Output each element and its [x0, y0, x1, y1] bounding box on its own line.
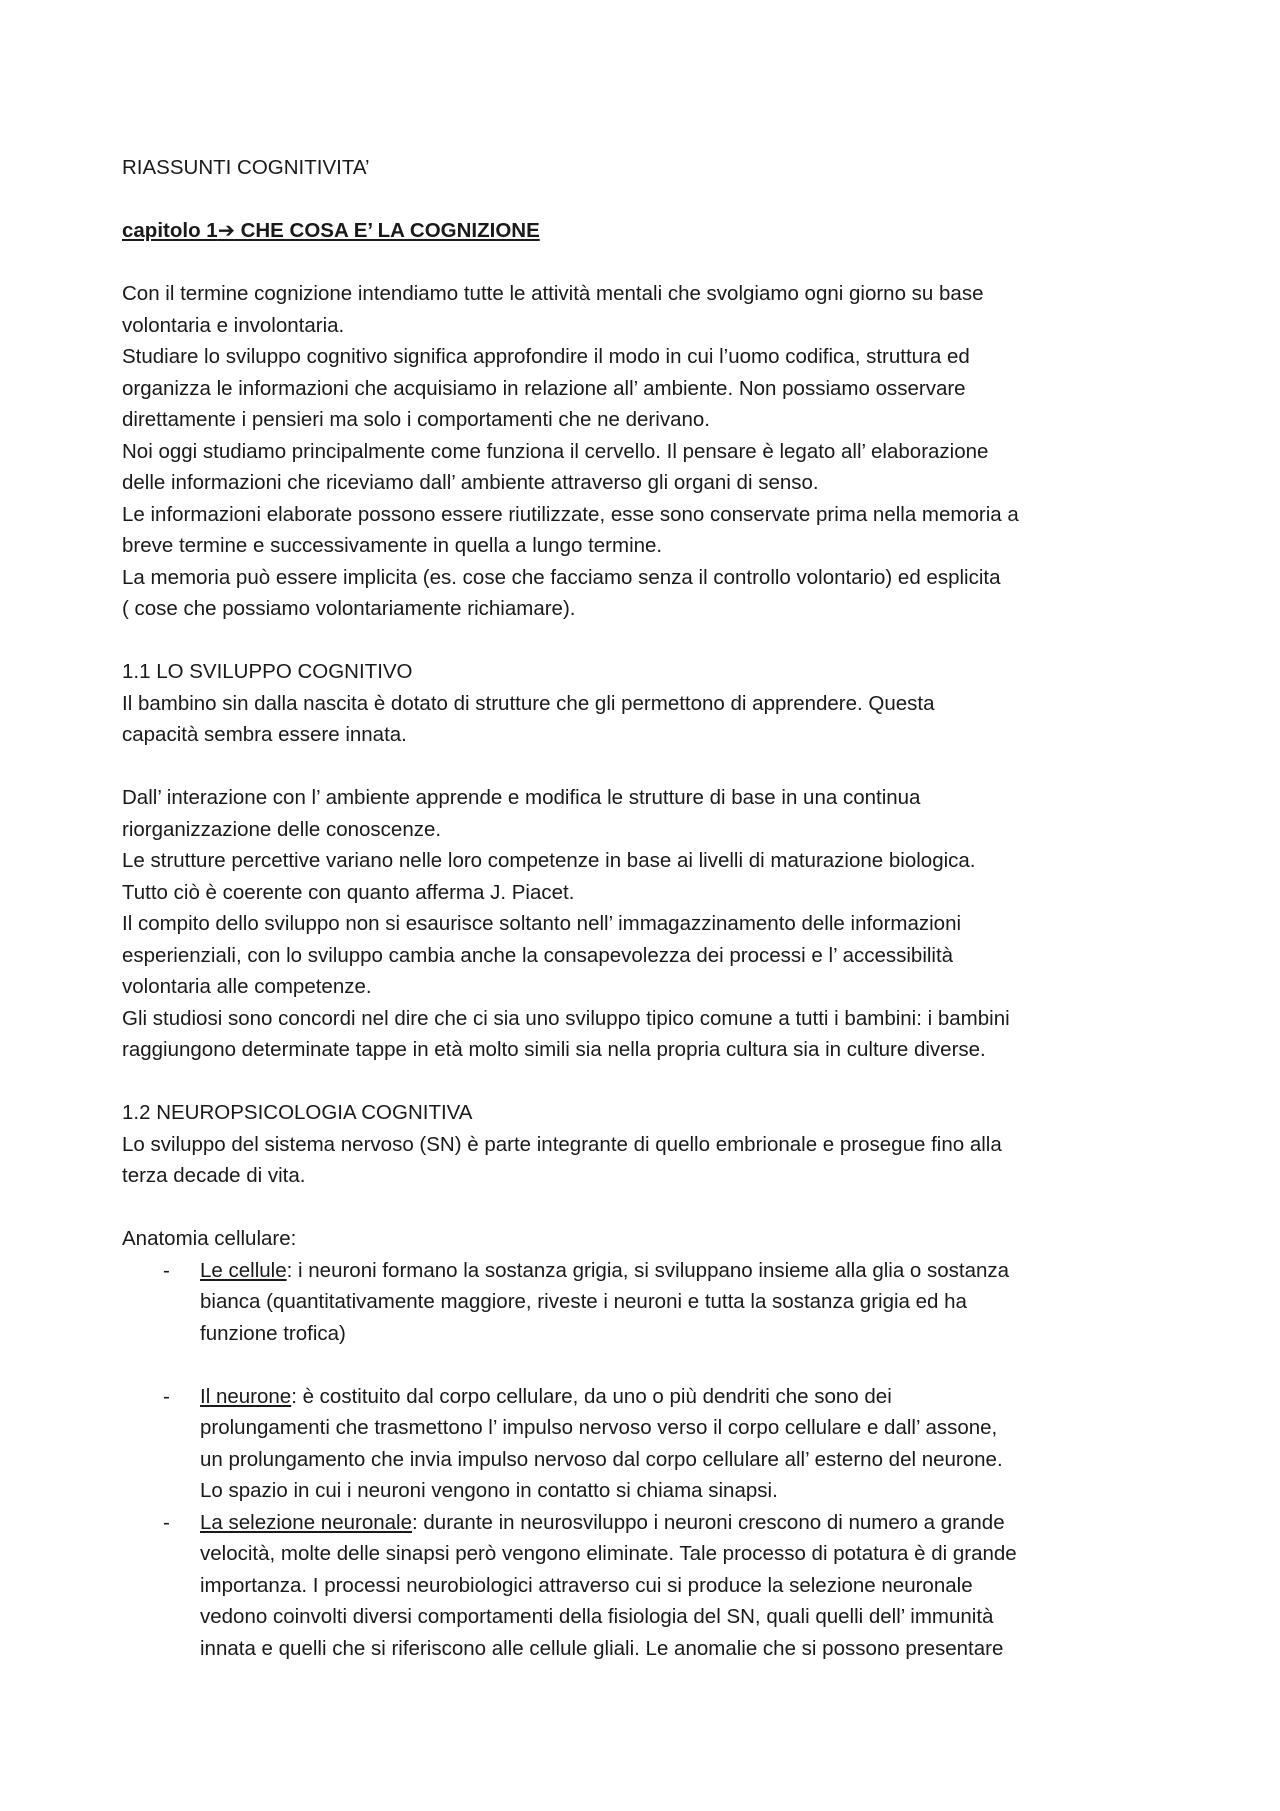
- text-line: La memoria può essere implicita (es. cose che facciamo senza il controllo volontario) ed esplicita: [122, 565, 1001, 589]
- text-line: Tutto ciò è coerente con quanto afferma J. Piacet.: [122, 880, 575, 904]
- spacer: [122, 751, 1172, 783]
- text-line: Il compito dello sviluppo non si esaurisce soltanto nell’ immagazzinamento delle informazioni: [122, 912, 962, 935]
- text-line: Le strutture percettive variano nelle loro competenze in base ai livelli di maturazione biologica.: [122, 849, 976, 872]
- text-line: vedono coinvolti diversi comportamenti della fisiologia del SN, quali quelli dell’ immunità: [200, 1605, 994, 1628]
- section-1-1-paragraph-1: [122, 688, 1172, 751]
- spacer: [122, 1066, 1172, 1098]
- text-line: organizza le informazioni che acquisiamo in relazione all’ ambiente. Non possiamo osservare: [122, 376, 966, 400]
- chapter-label: capitolo 1: [122, 219, 218, 242]
- text-line: [200, 1381, 1172, 1413]
- text-line: [200, 1507, 1172, 1539]
- text-line: prolungamenti che trasmettono l’ impulso nervoso verso il corpo cellulare e dall’ assone,: [200, 1416, 998, 1439]
- bullet-text: : durante in neurosviluppo i neuroni crescono di numero a grande: [412, 1510, 1005, 1534]
- bullet-term: Le cellule: [200, 1258, 287, 1282]
- text-line: velocità, molte delle sinapsi però vengono eliminate. Tale processo di potatura è di grande: [200, 1542, 1017, 1565]
- text-line: Le informazioni elaborate possono essere riutilizzate, esse sono conservate prima nella memoria a: [122, 502, 1019, 526]
- chapter-heading: [122, 215, 1172, 247]
- list-item-cellule: [122, 1255, 1172, 1350]
- text-line: Dall’ interazione con l’ ambiente apprende e modifica le strutture di base in una continua: [122, 786, 921, 809]
- section-1-1-paragraph-2: [122, 782, 1172, 1066]
- text-line: Gli studiosi sono concordi nel dire che ci sia uno sviluppo tipico comune a tutti i bambini: i bambini: [122, 1006, 1010, 1030]
- text-line: raggiungono determinate tappe in età molto simili sia nella propria cultura sia in culture diverse.: [122, 1038, 986, 1061]
- section-heading-1-1: 1.1 LO SVILUPPO COGNITIVO: [122, 660, 413, 683]
- text-line: Lo sviluppo del sistema nervoso (SN) è parte integrante di quello embrionale e prosegue fino alla: [122, 1132, 1002, 1156]
- bullet-dash: -: [163, 1258, 170, 1282]
- text-line: ( cose che possiamo volontariamente richiamare).: [122, 597, 576, 620]
- text-line: un prolungamento che invia impulso nervoso dal corpo cellulare all’ esterno del neurone.: [200, 1447, 1003, 1471]
- document-title: RIASSUNTI COGNITIVITA’: [122, 156, 370, 179]
- text-line: delle informazioni che riceviamo dall’ ambiente attraverso gli organi di senso.: [122, 471, 819, 494]
- spacer: [122, 625, 1172, 657]
- text-line: esperienziali, con lo sviluppo cambia anche la consapevolezza dei processi e l’ accessibilità: [122, 943, 954, 967]
- text-line: terza decade di vita.: [122, 1164, 306, 1187]
- text-line: Studiare lo sviluppo cognitivo significa approfondire il modo in cui l’uomo codifica, struttura ed: [122, 345, 970, 368]
- text-line: Lo spazio in cui i neuroni vengono in contatto si chiama sinapsi.: [200, 1479, 778, 1502]
- bullet-term: La selezione neuronale: [200, 1510, 412, 1534]
- bullet-dash: -: [163, 1510, 170, 1534]
- text-line: riorganizzazione delle conoscenze.: [122, 817, 442, 841]
- text-line: importanza. I processi neurobiologici attraverso cui si produce la selezione neuronale: [200, 1573, 973, 1597]
- bullet-term: Il neurone: [200, 1384, 292, 1408]
- arrow-right-icon: ➔: [217, 218, 235, 242]
- text-line: capacità sembra essere innata.: [122, 723, 407, 746]
- text-line: volontaria alle competenze.: [122, 975, 372, 998]
- document-page: [122, 152, 1172, 1664]
- spacer: [122, 184, 1172, 216]
- bullet-text: : i neuroni formano la sostanza grigia, si sviluppano insieme alla glia o sostanza: [286, 1258, 1010, 1282]
- bullet-text: : è costituito dal corpo cellulare, da uno o più dendriti che sono dei: [291, 1384, 892, 1408]
- text-line: breve termine e successivamente in quella a lungo termine.: [122, 534, 663, 557]
- text-line: Con il termine cognizione intendiamo tutte le attività mentali che svolgiamo ogni giorno su base: [122, 282, 984, 305]
- list-item-selezione-neuronale: [122, 1507, 1172, 1665]
- bullet-dash: -: [163, 1384, 170, 1408]
- text-line: innata e quelli che si riferiscono alle cellule gliali. Le anomalie che si possono presentare: [200, 1636, 1004, 1660]
- chapter-title: CHE COSA E’ LA COGNIZIONE: [234, 219, 540, 242]
- intro-paragraph: [122, 278, 1172, 625]
- spacer: [122, 1192, 1172, 1224]
- text-line: [200, 1255, 1172, 1287]
- text-line: funzione trofica): [200, 1321, 346, 1345]
- list-item-neurone: [122, 1381, 1172, 1507]
- section-1-2-paragraph-1: [122, 1129, 1172, 1192]
- text-line: Il bambino sin dalla nascita è dotato di strutture che gli permettono di apprendere. Questa: [122, 691, 935, 715]
- spacer: [122, 1349, 1172, 1381]
- anatomy-label: Anatomia cellulare:: [122, 1227, 297, 1250]
- text-line: Noi oggi studiamo principalmente come funziona il cervello. Il pensare è legato all’ elaborazione: [122, 439, 989, 463]
- text-line: volontaria e involontaria.: [122, 313, 345, 337]
- section-heading-1-2: 1.2 NEUROPSICOLOGIA COGNITIVA: [122, 1101, 473, 1124]
- text-line: bianca (quantitativamente maggiore, riveste i neuroni e tutta la sostanza grigia ed ha: [200, 1290, 967, 1313]
- bullet-list: [122, 1255, 1172, 1665]
- spacer: [122, 247, 1172, 279]
- text-line: direttamente i pensieri ma solo i comportamenti che ne derivano.: [122, 408, 710, 431]
